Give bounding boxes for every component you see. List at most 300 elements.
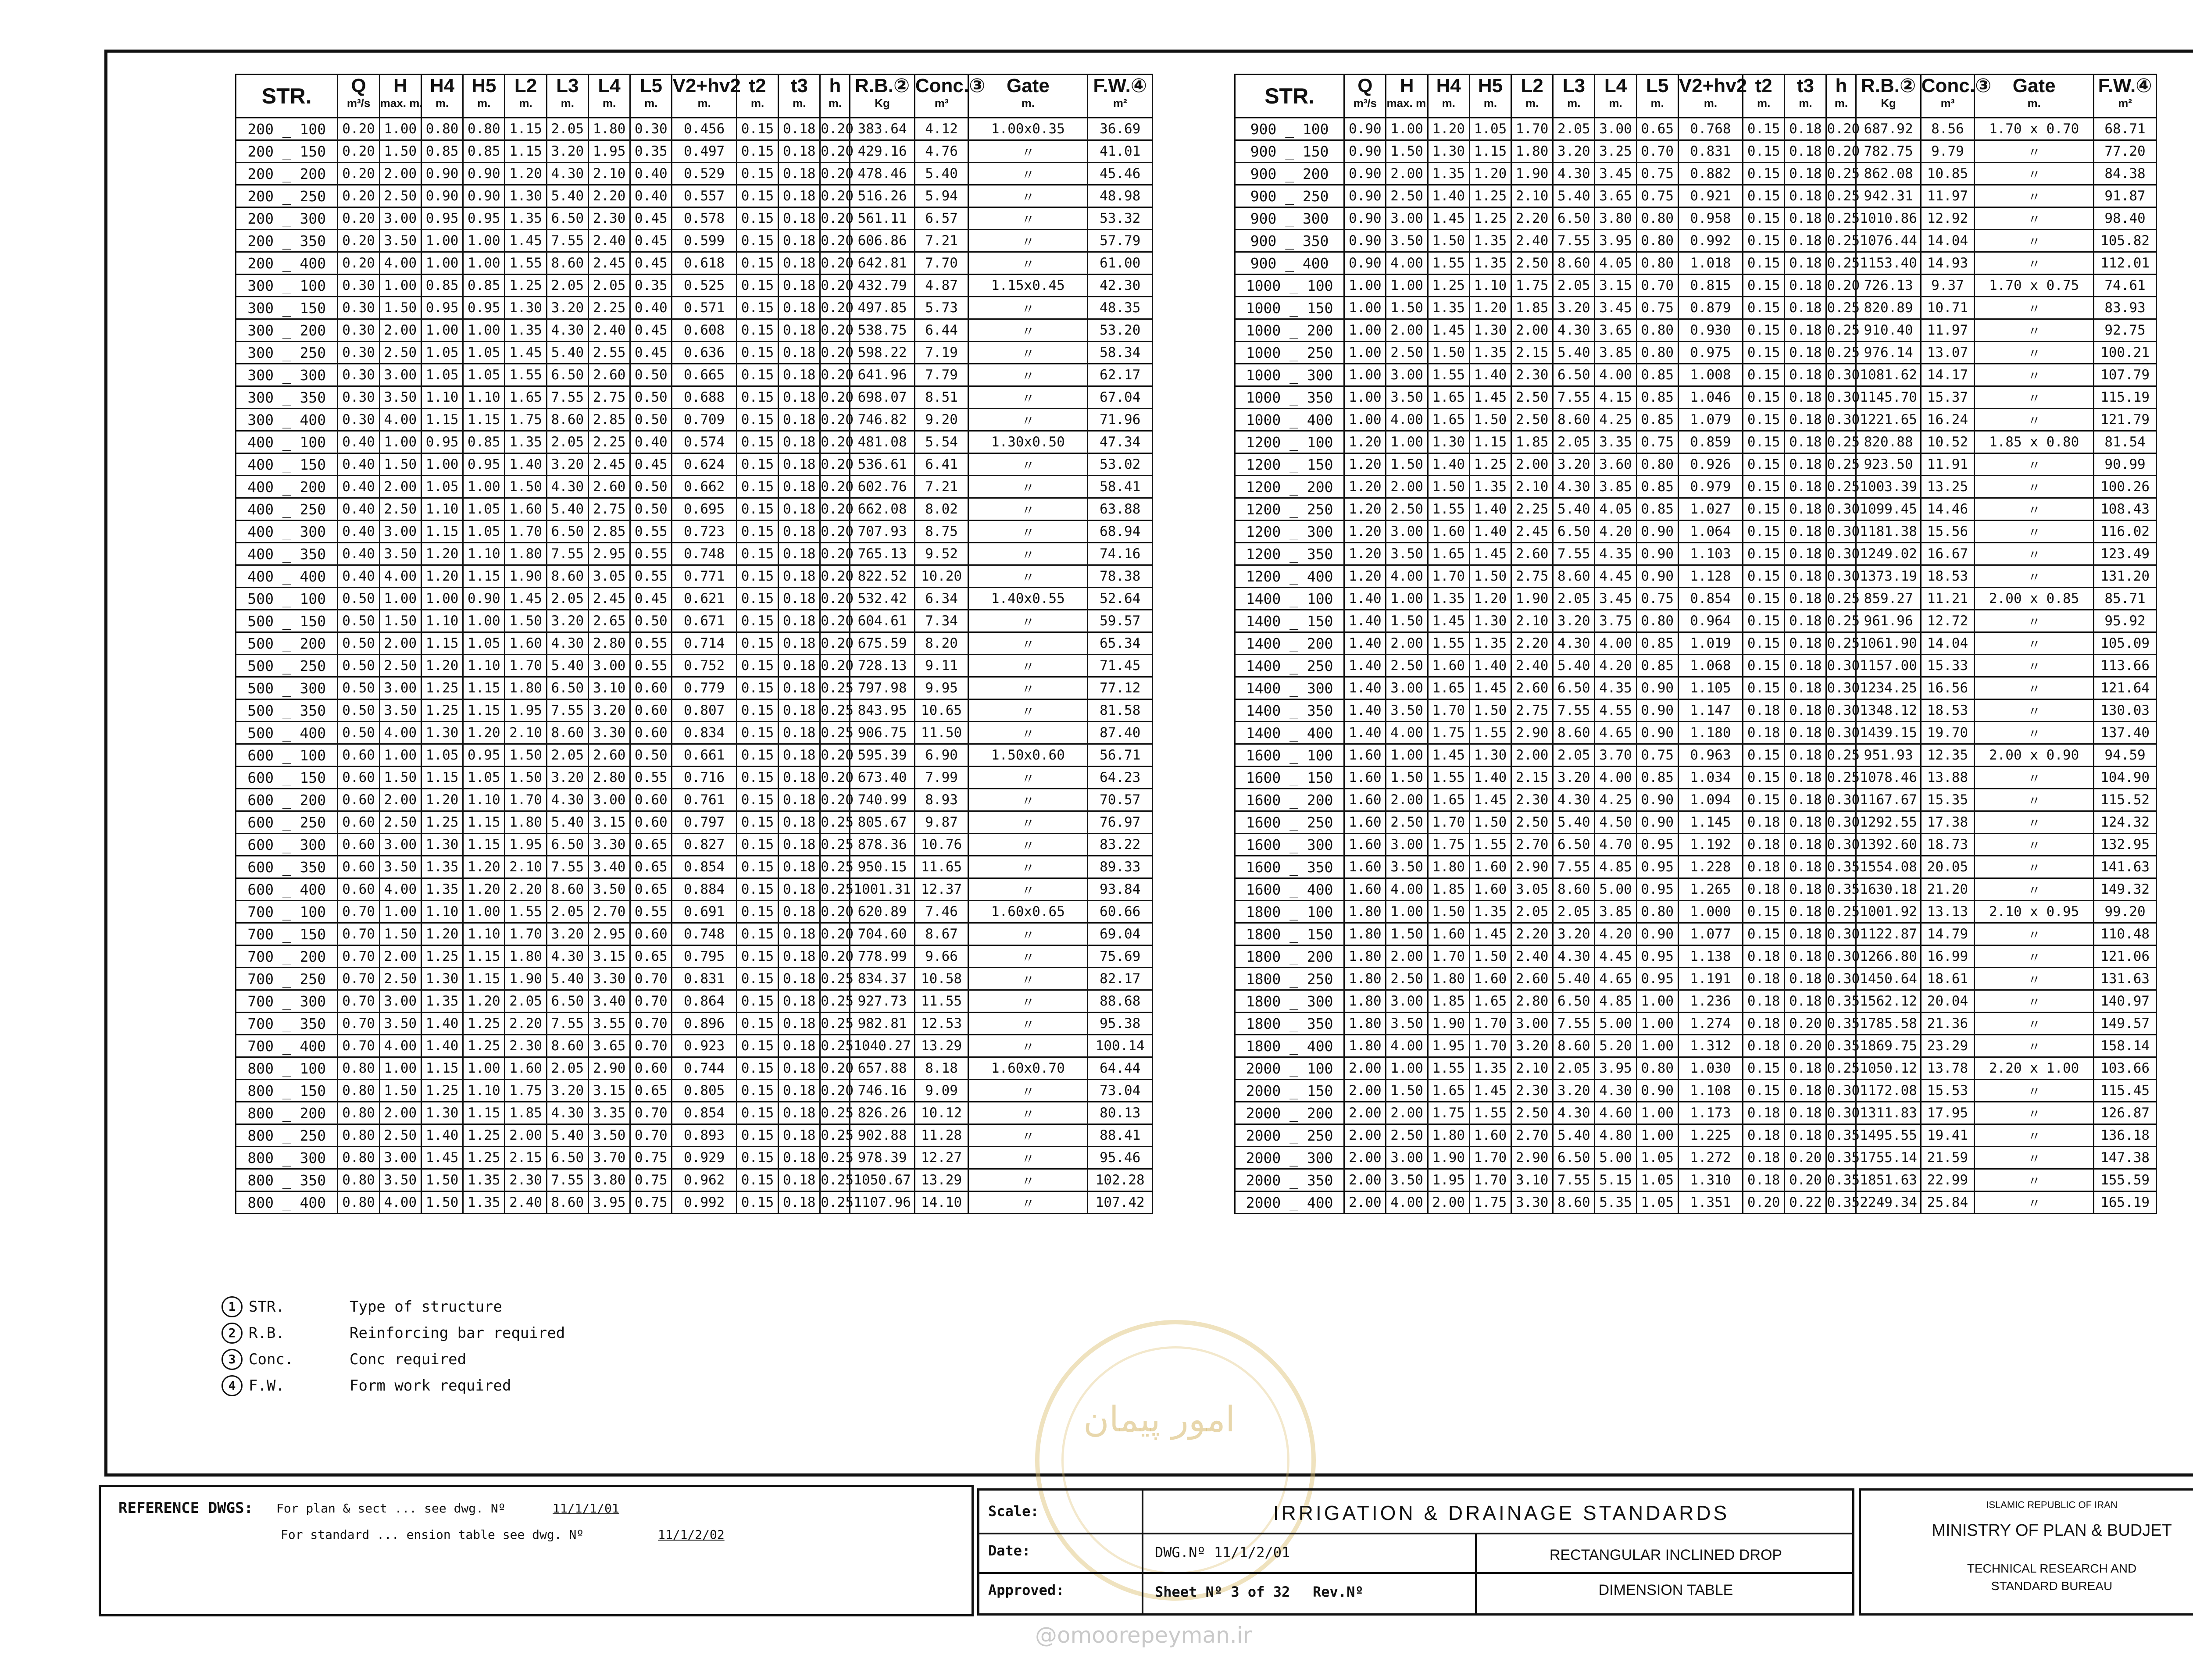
table-cell: 0.18 [779,476,820,498]
table-cell: 1.15 [463,409,505,431]
table-cell: 2.75 [1511,699,1553,722]
table-cell: 1.60 [505,632,546,655]
table-cell: 0.20 [820,140,850,163]
table-cell: 0.45 [630,588,672,610]
table-cell: 4.00 [379,565,421,588]
table-cell: 1249.02 [1856,543,1921,565]
table-cell: 0.25 [1826,342,1856,364]
table-cell: 0.923 [672,1035,736,1057]
table-cell: 3.20 [588,699,630,722]
table-cell: 900 _ 250 [1235,185,1344,207]
table-cell: 0.15 [1743,230,1785,252]
table-cell: 3.50 [1386,543,1428,565]
table-cell: 2.20 [505,878,546,901]
table-cell: 0.50 [338,677,379,699]
column-header-unit: m³/s [346,96,371,110]
table-cell: 1.50 [1428,342,1469,364]
table-cell: 〃 [968,990,1088,1013]
table-cell: 130.03 [2094,699,2157,722]
table-row [236,923,1153,945]
table-cell: 0.18 [779,990,820,1013]
table-cell: 0.90 [1636,1080,1678,1102]
table-cell: 2.05 [1553,901,1595,923]
table-cell: 5.40 [546,498,588,521]
table-cell: 74.61 [2094,275,2157,297]
table-cell: 121.64 [2094,677,2157,699]
table-cell: 0.50 [630,364,672,386]
table-cell: 0.18 [1785,207,1826,230]
table-cell: 0.15 [736,901,778,923]
table-cell: 0.15 [736,632,778,655]
table-cell: 〃 [968,610,1088,632]
table-cell: 2.20 [1511,632,1553,655]
table-cell: 0.30 [338,364,379,386]
column-header-unit: m. [828,96,842,110]
table-cell: 2.50 [379,1124,421,1147]
table-cell: 0.15 [736,140,778,163]
table-cell: 4.25 [1595,409,1636,431]
table-cell: 1.00 [1386,588,1428,610]
table-cell: 〃 [968,834,1088,856]
table-cell: 0.18 [1785,252,1826,275]
column-header-label: R.B.② [855,75,910,96]
table-cell: 53.20 [1088,319,1153,342]
table-cell: 〃 [1975,1147,2094,1169]
table-cell: 0.25 [820,834,850,856]
table-cell: 700 _ 250 [236,968,338,990]
table-cell: 0.18 [1743,878,1785,901]
table-cell: 2249.34 [1856,1191,1921,1214]
table-cell: 10.12 [914,1102,968,1124]
table-cell: 0.15 [1743,1057,1785,1080]
table-cell: 5.00 [1595,878,1636,901]
table-cell: 1.00 [1386,1057,1428,1080]
table-cell: 0.15 [736,1124,778,1147]
table-cell: 1851.63 [1856,1169,1921,1191]
table-cell: 620.89 [850,901,914,923]
table-cell: 60.66 [1088,901,1153,923]
table-cell: 4.00 [1386,722,1428,744]
table-cell: 4.05 [1595,252,1636,275]
table-cell: 3.50 [1386,386,1428,409]
table-cell: 58.34 [1088,342,1153,364]
table-cell: 2000 _ 400 [1235,1191,1344,1214]
table-cell: 800 _ 200 [236,1102,338,1124]
table-cell: 1600 _ 100 [1235,744,1344,767]
table-cell: 1.90 [505,968,546,990]
table-cell: 1.40 [1469,521,1511,543]
table-cell: 61.00 [1088,252,1153,275]
table-cell: 951.93 [1856,744,1921,767]
table-cell: 0.879 [1678,297,1743,319]
table-cell: 0.15 [1743,521,1785,543]
table-cell: 740.99 [850,789,914,811]
table-cell: 1.094 [1678,789,1743,811]
table-cell: 0.15 [1743,252,1785,275]
table-cell: 11.55 [914,990,968,1013]
table-cell: 0.882 [1678,163,1743,185]
table-cell: 0.15 [736,588,778,610]
table-cell: 1.80 [505,543,546,565]
table-cell: 1.00 [1636,1102,1678,1124]
table-cell: 0.40 [338,498,379,521]
table-cell: 0.608 [672,319,736,342]
table-cell: 2.05 [546,1057,588,1080]
table-cell: 10.58 [914,968,968,990]
table-cell: 1.30 [1428,140,1469,163]
table-cell: 76.97 [1088,811,1153,834]
table-cell: 1181.38 [1856,521,1921,543]
table-cell: 1.70 [505,923,546,945]
table-cell: 1.079 [1678,409,1743,431]
table-cell: 0.80 [1636,252,1678,275]
table-cell: 0.85 [1636,767,1678,789]
table-cell: 1400 _ 150 [1235,610,1344,632]
table-cell: 0.15 [736,856,778,878]
table-cell: 〃 [1975,565,2094,588]
table-cell: 0.691 [672,901,736,923]
table-cell: 0.90 [463,588,505,610]
table-cell: 2.00 [379,632,421,655]
table-cell: 〃 [968,1102,1088,1124]
table-cell: 0.70 [338,923,379,945]
table-cell: 728.13 [850,655,914,677]
column-header [1088,75,1153,118]
table-cell: 0.25 [820,1035,850,1057]
table-cell: 165.19 [2094,1191,2157,1214]
table-cell: 700 _ 300 [236,990,338,1013]
column-header-label: Conc.③ [1921,75,1992,96]
table-cell: 〃 [1975,409,2094,431]
table-cell: 1.50 [1386,140,1428,163]
table-cell: 1.45 [1469,923,1511,945]
table-row [1235,901,2157,923]
table-cell: 2.50 [1386,1124,1428,1147]
table-cell: 1.191 [1678,968,1743,990]
table-cell: 1554.08 [1856,856,1921,878]
column-header-label: F.W.④ [2098,75,2152,96]
table-cell: 1.30 [505,185,546,207]
table-row [1235,163,2157,185]
table-row [236,252,1153,275]
table-cell: 1.40 [1344,655,1386,677]
table-cell: 2.50 [1386,342,1428,364]
table-cell: 500 _ 350 [236,699,338,722]
table-cell: 0.50 [630,386,672,409]
table-cell: 0.20 [338,140,379,163]
table-cell: 0.18 [779,856,820,878]
table-cell: 98.40 [2094,207,2157,230]
table-cell: 0.20 [820,1080,850,1102]
table-cell: 9.52 [914,543,968,565]
table-row [1235,744,2157,767]
table-cell: 13.29 [914,1035,968,1057]
table-cell: 1.70 x 0.70 [1975,118,2094,140]
table-cell: 8.51 [914,386,968,409]
table-cell: 1.265 [1678,878,1743,901]
table-cell: 976.14 [1856,342,1921,364]
table-cell: 3.20 [546,1080,588,1102]
table-cell: 1600 _ 350 [1235,856,1344,878]
column-header-label: L2 [514,75,537,96]
table-cell: 0.975 [1678,342,1743,364]
table-cell: 0.779 [672,677,736,699]
table-cell: 383.64 [850,118,914,140]
table-cell: 5.40 [1553,655,1595,677]
table-cell: 1.00 [1386,901,1428,923]
table-cell: 0.15 [736,230,778,252]
table-cell: 0.25 [1826,901,1856,923]
table-cell: 0.20 [820,297,850,319]
table-cell: 3.00 [588,655,630,677]
table-cell: 1.85 [1511,431,1553,453]
ministry-name: MINISTRY OF PLAN & BUDJET [1932,1521,2172,1540]
table-cell: 950.15 [850,856,914,878]
table-cell: 2.00 [379,476,421,498]
table-cell: 1.10 [463,655,505,677]
table-cell: 67.04 [1088,386,1153,409]
table-cell: 1.225 [1678,1124,1743,1147]
table-cell: 1600 _ 400 [1235,878,1344,901]
table-cell: 52.64 [1088,588,1153,610]
table-cell: 1.15 [463,968,505,990]
table-cell: 1.75 [1428,722,1469,744]
table-cell: 0.35 [1826,1147,1856,1169]
column-header [1511,75,1553,118]
table-row [236,431,1153,453]
table-cell: 3.20 [546,297,588,319]
table-cell: 978.39 [850,1147,914,1169]
table-cell: 536.61 [850,453,914,476]
table-cell: 1.00 [1344,297,1386,319]
table-cell: 1800 _ 200 [1235,945,1344,968]
table-cell: 123.49 [2094,543,2157,565]
column-header-unit: m. [561,96,575,110]
table-cell: 1.70 x 0.75 [1975,275,2094,297]
table-cell: 1000 _ 250 [1235,342,1344,364]
table-cell: 0.20 [820,476,850,498]
table-cell: 0.18 [779,364,820,386]
table-cell: 0.90 [1636,811,1678,834]
column-header [1553,75,1595,118]
table-cell: 0.20 [820,163,850,185]
table-cell: 0.30 [1826,565,1856,588]
column-header-label: R.B.② [1861,75,1916,96]
column-header [1428,75,1469,118]
table-cell: 675.59 [850,632,914,655]
table-cell: 〃 [968,453,1088,476]
table-cell: 1.20 [421,565,463,588]
table-cell: 0.50 [338,588,379,610]
table-cell: 8.60 [1553,409,1595,431]
table-cell: 1.70 [1428,699,1469,722]
table-cell: 1.310 [1678,1169,1743,1191]
table-cell: 1001.92 [1856,901,1921,923]
legend-text: Conc required [350,1351,467,1368]
table-cell: 10.71 [1921,297,1974,319]
table-cell: 1.80 [505,811,546,834]
table-cell: 12.27 [914,1147,968,1169]
table-cell: 1.50 [1386,610,1428,632]
table-cell: 5.40 [546,655,588,677]
table-cell: 200 _ 200 [236,163,338,185]
table-cell: 429.16 [850,140,914,163]
table-row [236,140,1153,163]
table-cell: 2.00 x 0.85 [1975,588,2094,610]
table-cell: 0.18 [779,744,820,767]
table-cell: 2.05 [546,901,588,923]
table-cell: 0.35 [630,275,672,297]
table-cell: 0.30 [338,409,379,431]
table-cell: 4.30 [1553,632,1595,655]
legend-item [221,1346,565,1373]
column-header [421,75,463,118]
table-cell: 0.40 [338,453,379,476]
table-cell: 〃 [968,923,1088,945]
table-cell: 0.60 [630,677,672,699]
table-cell: 78.38 [1088,565,1153,588]
table-cell: 〃 [1975,789,2094,811]
column-header-unit: m. [435,96,449,110]
table-cell: 1.15 [463,811,505,834]
table-cell: 〃 [1975,968,2094,990]
table-cell: 20.05 [1921,856,1974,878]
table-cell: 1400 _ 100 [1235,588,1344,610]
table-cell: 3.20 [546,610,588,632]
table-cell: 1.60 [1344,767,1386,789]
table-cell: 0.979 [1678,476,1743,498]
table-cell: 140.97 [2094,990,2157,1013]
table-cell: 1.008 [1678,364,1743,386]
table-cell: 0.35 [1826,1169,1856,1191]
table-cell: 1.50 [421,1169,463,1191]
table-cell: 149.57 [2094,1013,2157,1035]
table-cell: 0.20 [820,319,850,342]
table-cell: 3.00 [379,364,421,386]
table-cell: 10.52 [1921,431,1974,453]
table-cell: 4.30 [1553,789,1595,811]
table-cell: 0.70 [338,1035,379,1057]
table-cell: 0.20 [1826,118,1856,140]
table-cell: 〃 [1975,677,2094,699]
table-cell: 0.18 [779,1013,820,1035]
table-cell: 0.18 [1785,744,1826,767]
table-cell: 1.20 [421,655,463,677]
table-cell: 48.35 [1088,297,1153,319]
table-cell: 1.50 [1428,901,1469,923]
table-cell: 982.81 [850,1013,914,1035]
table-cell: 500 _ 100 [236,588,338,610]
table-row [1235,1035,2157,1057]
table-cell: 〃 [1975,878,2094,901]
table-cell: 0.25 [1826,744,1856,767]
table-cell: 1.50 [379,923,421,945]
table-cell: 4.00 [379,722,421,744]
table-cell: 1.60 [505,1057,546,1080]
table-cell: 7.99 [914,767,968,789]
table-cell: 0.60 [630,722,672,744]
table-row [1235,476,2157,498]
table-cell: 2.40 [588,319,630,342]
table-cell: 1.15x0.45 [968,275,1088,297]
table-cell: 1.20 [1469,297,1511,319]
table-cell: 2.45 [1511,521,1553,543]
table-cell: 0.15 [1743,923,1785,945]
column-header [1785,75,1826,118]
table-cell: 0.15 [1743,140,1785,163]
table-cell: 0.20 [338,252,379,275]
table-cell: 0.18 [1785,364,1826,386]
table-cell: 107.42 [1088,1191,1153,1214]
table-cell: 0.95 [463,207,505,230]
table-cell: 2.00 [1511,319,1553,342]
table-cell: 4.00 [379,409,421,431]
table-cell: 91.87 [2094,185,2157,207]
table-cell: 2.90 [1511,1147,1553,1169]
table-cell: 0.20 [820,364,850,386]
table-cell: 0.15 [1743,207,1785,230]
table-cell: 859.27 [1856,588,1921,610]
table-cell: 1.05 [1636,1147,1678,1169]
table-cell: 3.85 [1595,901,1636,923]
table-cell: 1.50 [505,767,546,789]
table-cell: 1.05 [463,767,505,789]
table-cell: 4.65 [1595,722,1636,744]
table-cell: 21.36 [1921,1013,1974,1035]
table-cell: 5.20 [1595,1035,1636,1057]
table-cell: 〃 [1975,230,2094,252]
table-cell: 58.41 [1088,476,1153,498]
table-cell: 0.497 [672,140,736,163]
table-cell: 300 _ 100 [236,275,338,297]
table-cell: 700 _ 400 [236,1035,338,1057]
table-cell: 0.75 [630,1147,672,1169]
table-cell: 3.00 [1386,677,1428,699]
table-cell: 0.60 [338,744,379,767]
column-header [1469,75,1511,118]
table-cell: 1.40 [1469,655,1511,677]
table-cell: 0.25 [1826,610,1856,632]
table-cell: 6.90 [914,744,968,767]
table-cell: 〃 [968,789,1088,811]
table-cell: 1.65 [505,386,546,409]
table-row [236,386,1153,409]
table-cell: 0.18 [779,386,820,409]
table-cell: 0.854 [672,856,736,878]
table-cell: 0.15 [736,968,778,990]
table-cell: 2.05 [546,118,588,140]
table-cell: 1.50 [505,744,546,767]
table-cell: 2.05 [505,990,546,1013]
table-cell: 〃 [968,409,1088,431]
table-cell: 12.72 [1921,610,1974,632]
table-cell: 0.15 [1743,319,1785,342]
table-cell: 1.85 [1428,878,1469,901]
table-cell: 0.15 [736,543,778,565]
table-cell: 1.35 [1469,252,1511,275]
table-cell: 104.90 [2094,767,2157,789]
table-cell: 0.525 [672,275,736,297]
table-cell: 0.35 [630,140,672,163]
column-header-label: t2 [1755,75,1772,96]
reference-block [99,1485,974,1616]
table-cell: 0.992 [672,1191,736,1214]
table-cell: 0.662 [672,476,736,498]
table-row [236,409,1153,431]
table-cell: 1.05 [1636,1191,1678,1214]
table-row [1235,789,2157,811]
table-cell: 0.15 [736,476,778,498]
